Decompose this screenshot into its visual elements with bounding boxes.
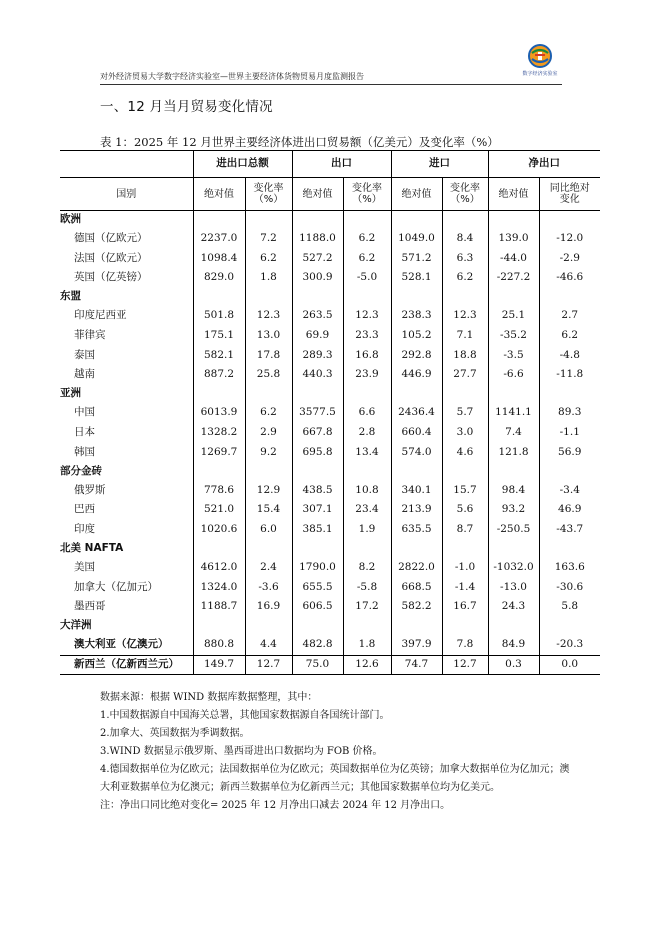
table-cell-empty [245,288,292,307]
table-cell: 6.2 [245,403,292,423]
table-cell: 16.7 [442,597,488,617]
country-name: 泰国 [74,348,95,361]
table-cell: 12.7 [245,655,292,675]
table-cell: 289.3 [292,346,343,366]
table-cell: 5.8 [539,597,600,617]
table-cell: 23.4 [343,500,391,520]
header-net-change [539,178,600,211]
trade-table [60,150,600,675]
table-cell: -1.1 [539,423,600,443]
table-cell: 23.3 [343,326,391,346]
table-cell: 482.8 [292,636,343,656]
table-cell: -35.2 [488,326,539,346]
table-cell: 18.8 [442,346,488,366]
table-cell-empty [343,385,391,404]
table-row [60,423,600,443]
header-import-abs: 绝对值 [391,178,442,211]
net-change-label-2: 变化 [559,194,580,205]
table-cell: 292.8 [391,346,442,366]
table-cell: 2436.4 [391,403,442,423]
table-cell: 635.5 [391,520,442,540]
table-cell: 778.6 [193,481,245,501]
table-cell: 521.0 [193,500,245,520]
table-cell: 1328.2 [193,423,245,443]
table-cell-empty [539,540,600,559]
table-cell: 12.6 [343,655,391,675]
table-cell: 56.9 [539,443,600,463]
table-cell: 139.0 [488,229,539,249]
table-cell: 238.3 [391,306,442,326]
table-cell: 16.9 [245,597,292,617]
table-cell: 660.4 [391,423,442,443]
country-name: 美国 [74,561,95,574]
lab-logo [520,43,560,81]
table-cell: 8.4 [442,229,488,249]
table-cell-empty [442,288,488,307]
table-cell-empty [488,288,539,307]
table-cell: 12.3 [245,306,292,326]
table-cell-empty [488,462,539,481]
header-export: 出口 [292,151,391,178]
table-row [60,500,600,520]
table-cell: 1188.0 [292,229,343,249]
table-cell: 6.3 [442,249,488,269]
table-cell: 4612.0 [193,558,245,578]
table-cell: 149.7 [193,655,245,675]
section-title: 一、12 月当月贸易变化情况 [100,99,273,115]
table-cell: 1.8 [245,268,292,288]
table-cell-empty [442,617,488,636]
table-cell-empty [292,617,343,636]
table-cell: 4.6 [442,443,488,463]
table-cell: 15.4 [245,500,292,520]
country-name: 英国（亿英镑） [74,271,148,284]
table-cell-empty [391,540,442,559]
table-cell-empty [193,462,245,481]
notes [100,689,570,815]
table-cell-empty [193,617,245,636]
table-cell: 887.2 [193,365,245,385]
table-row [60,306,600,326]
table-cell: 571.2 [391,249,442,269]
table-cell: 7.8 [442,636,488,656]
table-cell: 12.3 [442,306,488,326]
table-cell-empty [343,462,391,481]
group-label: 部分金砖 [60,464,102,477]
rate-label: 变化率 [450,183,480,194]
table-cell: 1098.4 [193,249,245,269]
table-cell: 1.8 [343,636,391,656]
note-4: 4.德国数据单位为亿欧元；法国数据单位为亿欧元；英国数据单位为亿英镑；加拿大数据单位为亿加元；澳大利亚数据单位为亿澳元；新西兰数据单位为亿新西兰元；其他国家数据单位均为亿美元。 [100,764,570,793]
table-cell: 528.1 [391,268,442,288]
table-cell: 175.1 [193,326,245,346]
table-cell: 25.8 [245,365,292,385]
globe-logo-icon [527,43,553,69]
table-group-row [60,617,600,636]
table-cell: 1269.7 [193,443,245,463]
rate-label: 变化率 [352,183,382,194]
table-cell: 307.1 [292,500,343,520]
table-cell-empty [391,211,442,230]
table-cell: 606.5 [292,597,343,617]
table-cell: -12.0 [539,229,600,249]
table-cell: -44.0 [488,249,539,269]
table-cell: 6.2 [245,249,292,269]
note-source: 数据来源：根据 WIND 数据库数据整理，其中： [100,692,318,703]
table-cell: 98.4 [488,481,539,501]
rate-unit: （%） [352,194,382,205]
table-cell: 6.2 [442,268,488,288]
table-cell: 6.0 [245,520,292,540]
group-label: 大洋洲 [60,619,92,632]
header-import-rate [442,178,488,211]
table-cell: 2.7 [539,306,600,326]
group-label: 欧洲 [60,213,81,226]
country-name: 韩国 [74,445,95,458]
table-cell: 668.5 [391,578,442,598]
table-group-row [60,385,600,404]
group-label: 北美 NAFTA [60,542,124,555]
table-row [60,326,600,346]
table-cell: 89.3 [539,403,600,423]
table-row [60,520,600,540]
country-name: 印度尼西亚 [74,309,127,322]
table-cell: 1049.0 [391,229,442,249]
country-name: 加拿大（亿加元） [74,580,158,593]
country-name: 法国（亿欧元） [74,251,148,264]
page-header [100,43,562,87]
table-cell: 10.8 [343,481,391,501]
table-cell: 25.1 [488,306,539,326]
table-cell: 84.9 [488,636,539,656]
table-cell-empty [539,617,600,636]
table-cell: 582.2 [391,597,442,617]
country-name: 澳大利亚（亿澳元） [74,638,169,651]
table-cell: 105.2 [391,326,442,346]
table-cell-empty [539,385,600,404]
table-row [60,655,600,675]
table-cell: 574.0 [391,443,442,463]
header-total-abs: 绝对值 [193,178,245,211]
table-cell: -3.4 [539,481,600,501]
table-cell: 385.1 [292,520,343,540]
group-label: 亚洲 [60,387,81,400]
table-cell-empty [292,288,343,307]
table-cell-empty [391,288,442,307]
table-cell: 75.0 [292,655,343,675]
table-cell: 46.9 [539,500,600,520]
table-cell-empty [442,211,488,230]
table-cell: 1790.0 [292,558,343,578]
table-group-header-row [60,151,600,178]
table-cell: 582.1 [193,346,245,366]
table-cell: 2.9 [245,423,292,443]
table-cell-empty [391,462,442,481]
table-cell: 1.9 [343,520,391,540]
table-group-row [60,462,600,481]
table-cell: 438.5 [292,481,343,501]
table-group-row [60,211,600,230]
table-cell: -3.6 [245,578,292,598]
table-cell: -1.4 [442,578,488,598]
table-cell: -250.5 [488,520,539,540]
table-cell: 6013.9 [193,403,245,423]
table-cell: 667.8 [292,423,343,443]
table-cell: 1141.1 [488,403,539,423]
table-cell: 74.7 [391,655,442,675]
note-1: 1.中国数据源自中国海关总署，其他国家数据源自各国统计部门。 [100,710,390,721]
table-cell: 300.9 [292,268,343,288]
country-name: 日本 [74,426,95,439]
table-cell-empty [442,462,488,481]
country-name: 俄罗斯 [74,483,106,496]
table-cell: 829.0 [193,268,245,288]
table-cell: 8.2 [343,558,391,578]
table-cell: 121.8 [488,443,539,463]
table-cell: -13.0 [488,578,539,598]
table-cell: 440.3 [292,365,343,385]
header-text: 对外经济贸易大学数字经济实验室—世界主要经济体货物贸易月度监测报告 [100,72,364,81]
table-cell: 6.6 [343,403,391,423]
table-cell-empty [193,540,245,559]
table-cell: 6.2 [539,326,600,346]
table-cell: -227.2 [488,268,539,288]
table-row [60,346,600,366]
table-cell: 7.4 [488,423,539,443]
table-cell: 13.4 [343,443,391,463]
table-group-row [60,540,600,559]
table-cell: 0.3 [488,655,539,675]
note-2: 2.加拿大、英国数据为季调数据。 [100,728,250,739]
table-cell: 17.8 [245,346,292,366]
table-cell-empty [292,385,343,404]
table-cell-empty [193,385,245,404]
table-cell-empty [292,540,343,559]
header-export-abs: 绝对值 [292,178,343,211]
table-cell: 7.1 [442,326,488,346]
header-total: 进出口总额 [193,151,292,178]
header-divider [100,84,562,85]
header-export-rate [343,178,391,211]
table-cell: 695.8 [292,443,343,463]
rate-unit: （%） [450,194,480,205]
table-cell: -1.0 [442,558,488,578]
table-cell-empty [488,385,539,404]
table-cell-empty [245,462,292,481]
table-cell-empty [245,617,292,636]
table-cell: -5.8 [343,578,391,598]
table-cell: 397.9 [391,636,442,656]
header-blank [60,151,193,178]
table-cell: 13.0 [245,326,292,346]
table-cell: 6.2 [343,249,391,269]
table-cell: 9.2 [245,443,292,463]
table-row [60,481,600,501]
note-net-export: 注：净出口同比绝对变化= 2025 年 12 月净出口减去 2024 年 12 月净出口。 [100,800,451,811]
rate-label: 变化率 [253,183,284,194]
table-cell: 16.8 [343,346,391,366]
table-cell: 12.7 [442,655,488,675]
table-cell: 501.8 [193,306,245,326]
table-cell: -6.6 [488,365,539,385]
table-cell: 880.8 [193,636,245,656]
table-cell: 5.6 [442,500,488,520]
table-cell: -4.8 [539,346,600,366]
table-cell-empty [193,288,245,307]
table-cell-empty [488,540,539,559]
table-row [60,558,600,578]
country-name: 印度 [74,523,95,536]
table-cell: 1324.0 [193,578,245,598]
header-total-rate [245,178,292,211]
country-name: 巴西 [74,503,95,516]
table-cell: -20.3 [539,636,600,656]
table-cell: 3.0 [442,423,488,443]
table-row [60,578,600,598]
table-cell: 3577.5 [292,403,343,423]
table-row [60,443,600,463]
table-cell: 0.0 [539,655,600,675]
table-cell-empty [539,462,600,481]
table-cell: 17.2 [343,597,391,617]
table-cell: -11.8 [539,365,600,385]
table-row [60,268,600,288]
table-cell: 5.7 [442,403,488,423]
country-name: 墨西哥 [74,600,106,613]
country-name: 越南 [74,368,95,381]
table-cell: -43.7 [539,520,600,540]
country-name: 菲律宾 [74,329,106,342]
table-cell-empty [343,211,391,230]
table-cell: 93.2 [488,500,539,520]
table-cell-empty [391,385,442,404]
table-cell-empty [245,540,292,559]
country-name: 新西兰（亿新西兰元） [60,655,193,675]
table-row [60,365,600,385]
header-country: 国别 [60,178,193,211]
table-cell: 2237.0 [193,229,245,249]
table-cell: 24.3 [488,597,539,617]
table-row [60,249,600,269]
group-label: 东盟 [60,290,81,303]
table-cell-empty [343,540,391,559]
table-row [60,597,600,617]
table-cell-empty [245,385,292,404]
table-cell: 2.4 [245,558,292,578]
table-row [60,229,600,249]
net-change-label: 同比绝对 [549,183,590,194]
table-cell-empty [245,211,292,230]
country-name: 中国 [74,406,95,419]
table-cell: 4.4 [245,636,292,656]
table-cell: -30.6 [539,578,600,598]
table-cell-empty [488,617,539,636]
table-cell: 1188.7 [193,597,245,617]
table-row [60,403,600,423]
header-import: 进口 [391,151,488,178]
table-body [60,211,600,675]
header-net-abs: 绝对值 [488,178,539,211]
table-cell: 446.9 [391,365,442,385]
table-cell-empty [343,288,391,307]
table-cell: 263.5 [292,306,343,326]
table-cell-empty [539,211,600,230]
table-cell-empty [292,211,343,230]
table-row [60,636,600,656]
table-cell: 2822.0 [391,558,442,578]
header-net-export: 净出口 [488,151,600,178]
table-cell: -2.9 [539,249,600,269]
country-name: 德国（亿欧元） [74,232,148,245]
table-cell: 655.5 [292,578,343,598]
table-caption: 表 1：2025 年 12 月世界主要经济体进出口贸易额（亿美元）及变化率（%） [100,135,499,149]
table-cell: 163.6 [539,558,600,578]
table-cell-empty [442,385,488,404]
table-cell: 2.8 [343,423,391,443]
table-cell: 1020.6 [193,520,245,540]
table-group-row [60,288,600,307]
table-cell-empty [488,211,539,230]
note-3: 3.WIND 数据显示俄罗斯、墨西哥进出口数据均为 FOB 价格。 [100,746,383,757]
table-cell: 23.9 [343,365,391,385]
table-cell: -46.6 [539,268,600,288]
table-cell-empty [539,288,600,307]
table-cell-empty [442,540,488,559]
table-cell: -3.5 [488,346,539,366]
table-cell: -5.0 [343,268,391,288]
table-sub-header-row [60,178,600,211]
table-cell: 15.7 [442,481,488,501]
table-cell: 12.3 [343,306,391,326]
logo-text: 数字经济实验室 [522,71,558,77]
table-cell: 7.2 [245,229,292,249]
table-cell: 8.7 [442,520,488,540]
table-cell: 213.9 [391,500,442,520]
table-cell: 527.2 [292,249,343,269]
rate-unit: （%） [253,194,284,205]
table-cell: 6.2 [343,229,391,249]
table-cell-empty [391,617,442,636]
table-cell: 27.7 [442,365,488,385]
table-cell: 12.9 [245,481,292,501]
table-cell: -1032.0 [488,558,539,578]
table-cell: 340.1 [391,481,442,501]
table-cell-empty [292,462,343,481]
table-cell-empty [193,211,245,230]
table-cell-empty [343,617,391,636]
table-cell: 69.9 [292,326,343,346]
